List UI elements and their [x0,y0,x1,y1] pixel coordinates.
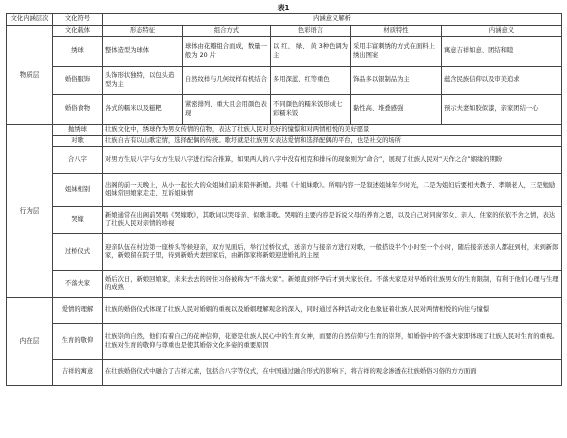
header-analysis: 内涵意义解析 [103,14,562,26]
table-row [7,147,562,174]
header-row [7,14,562,26]
table-row [7,125,562,136]
symbol-cell: 生育的敬仰 [53,324,103,360]
table-cell: 出阁的前一天晚上，从小一起长大的众姐妹们前来陪伴新娘。共唱《十姐妹歌》。所唱内容一是叙述姐妹年少时光，二是为姐妇后要相夫教子、孝顺老人，三是勉励姐妹常回娘家走走、互诉姐妹情 [103,174,562,207]
culture-table [6,13,562,386]
table-cell: 球体由花瓣组合而成，数量一般为 20 片 [183,37,271,67]
symbol-cell: 不落夫家 [53,271,103,298]
table-cell: 壮族崇尚自然，他们有着自己的花神信仰，花婆是壮族人民心中的生育女神，而要的自然信仰与生育的崇拜，如婚俗中的不落夫家即体现了壮族人民对生育的重视。壮族对生育的敬仰与尊重也是使其婚俗文化多姿的重要原因 [103,324,562,360]
subheader-cell: 组合方式 [183,26,271,37]
table-cell: 壮族的婚俗仪式体现了壮族人民对婚姻的重视以及婚姻理解观念的深入，同时通过各种活动文化也象征着壮族人民对两情相悦的向往与憧憬 [103,298,562,324]
table-title: 表1 [277,4,290,12]
table-cell: 多用深蓝、红等重色 [271,67,351,95]
table-cell: 壮族自古有以山歌定情，选择配偶的传统。歌圩就是壮族男女表达爱情和选择配偶的平台，也是社交的场所 [103,136,562,147]
table-cell: 整体造型为球体 [103,37,183,67]
level-behavior: 行为层 [7,125,53,298]
table-row [7,234,562,271]
symbol-cell: 抛绣球 [53,125,103,136]
table-row [7,298,562,324]
symbol-cell: 爱情的理解 [53,298,103,324]
symbol-cell: 婚俗食物 [53,95,103,125]
table-cell: 在壮族婚俗仪式中融合了吉祥元素，包括合八字等仪式，在中国通过融合形式的影响下，将吉祥的观念渗透在壮族婚俗习俗的方方面面 [103,360,562,386]
table-cell: 迎亲队伍在村边第一座桥头等候迎亲，双方见面后，举行过桥仪式，送亲方与接亲方进行对歌，一般搭设半个小时至一个小时，随后接亲送亲人都赶到村，来到新郎家，新娘留在院子里，待到新婚夫妻回家后，由新郎家将新娘迎进婚礼的主屋 [103,234,562,271]
table-cell: 各式的糯米以及糍粑 [103,95,183,125]
table-row [7,324,562,360]
table-cell: 头饰形状独特，以包头造型为主 [103,67,183,95]
level-inner: 内在层 [7,298,53,386]
table-cell: 黏性高、堆叠感强 [351,95,442,125]
table-cell: 自然纹样与几何纹样有机结合 [183,67,271,95]
subheader-cell: 形态特征 [103,26,183,37]
table-row [7,37,562,67]
material-subheader-row [7,26,562,37]
table-cell: 壮族文化中，绣球作为男女传情的信物，表达了壮族人民对美好的憧憬和对两情相悦的美好愿景 [103,125,562,136]
symbol-cell: 婚俗服饰 [53,67,103,95]
table-cell: 不同颜色的糯米饭形成七彩糯米饭 [271,95,351,125]
table-cell: 紧密排列、重大且会用颜色表现 [183,95,271,125]
symbol-cell: 姐妹相别 [53,174,103,207]
symbol-cell: 过桥仪式 [53,234,103,271]
header-symbol: 文化符号 [53,14,103,26]
subheader-cell: 文化载体 [53,26,103,37]
symbol-cell: 吉祥的寓意 [53,360,103,386]
table-row [7,174,562,207]
level-material: 物质层 [7,26,53,125]
table-cell: 采用丰富刺绣的方式在面料上绣出图案 [351,37,442,67]
table-row [7,95,562,125]
table-cell: 对男方生辰八字与女方生辰八字进行综合推算，如果两人的八字中没有相克和排斥的现象则为“命合”，展现了壮族人民对“天作之合”姻缘的期盼 [103,147,562,174]
symbol-cell: 合八字 [53,147,103,174]
header-level: 文化内涵层次 [7,14,53,26]
table-row [7,136,562,147]
table-row [7,271,562,298]
table-cell: 以 红、 绿、 黄 3种色调为主 [271,37,351,67]
table-cell: 饰品多以银制品为主 [351,67,442,95]
symbol-cell: 哭嫁 [53,207,103,234]
subheader-cell: 色彩语言 [271,26,351,37]
table-cell: 婚后次日，新娘回娘家，来来去去的居住习俗被称为“不落夫家”。新娘直到怀孕后才到夫家长住。不落夫家是对早婚的壮族男女的生育限制，有利于他们心理与生理的成熟 [103,271,562,298]
table-cell: 寓意吉祥如意、团结和睦 [442,37,562,67]
table-cell: 预示夫妻如胶似漆，亲家团结一心 [442,95,562,125]
table-row [7,207,562,234]
table-cell: 新娘通常在出阁前哭唱《哭嫁歌》，其歌词以哭母亲、似歌非歌。哭唱的主要内容是诉说父母的养育之恩，以及自己对同窗邻女、亲人、住家的依依不舍之情，表达了壮族人民对亲情的珍视 [103,207,562,234]
table-row [7,67,562,95]
symbol-cell: 对歌 [53,136,103,147]
symbol-cell: 绣球 [53,37,103,67]
table-row [7,360,562,386]
subheader-cell: 材质特性 [351,26,442,37]
table-cell: 蕴含民族信仰以及审美追求 [442,67,562,95]
subheader-cell: 内涵意义 [442,26,562,37]
